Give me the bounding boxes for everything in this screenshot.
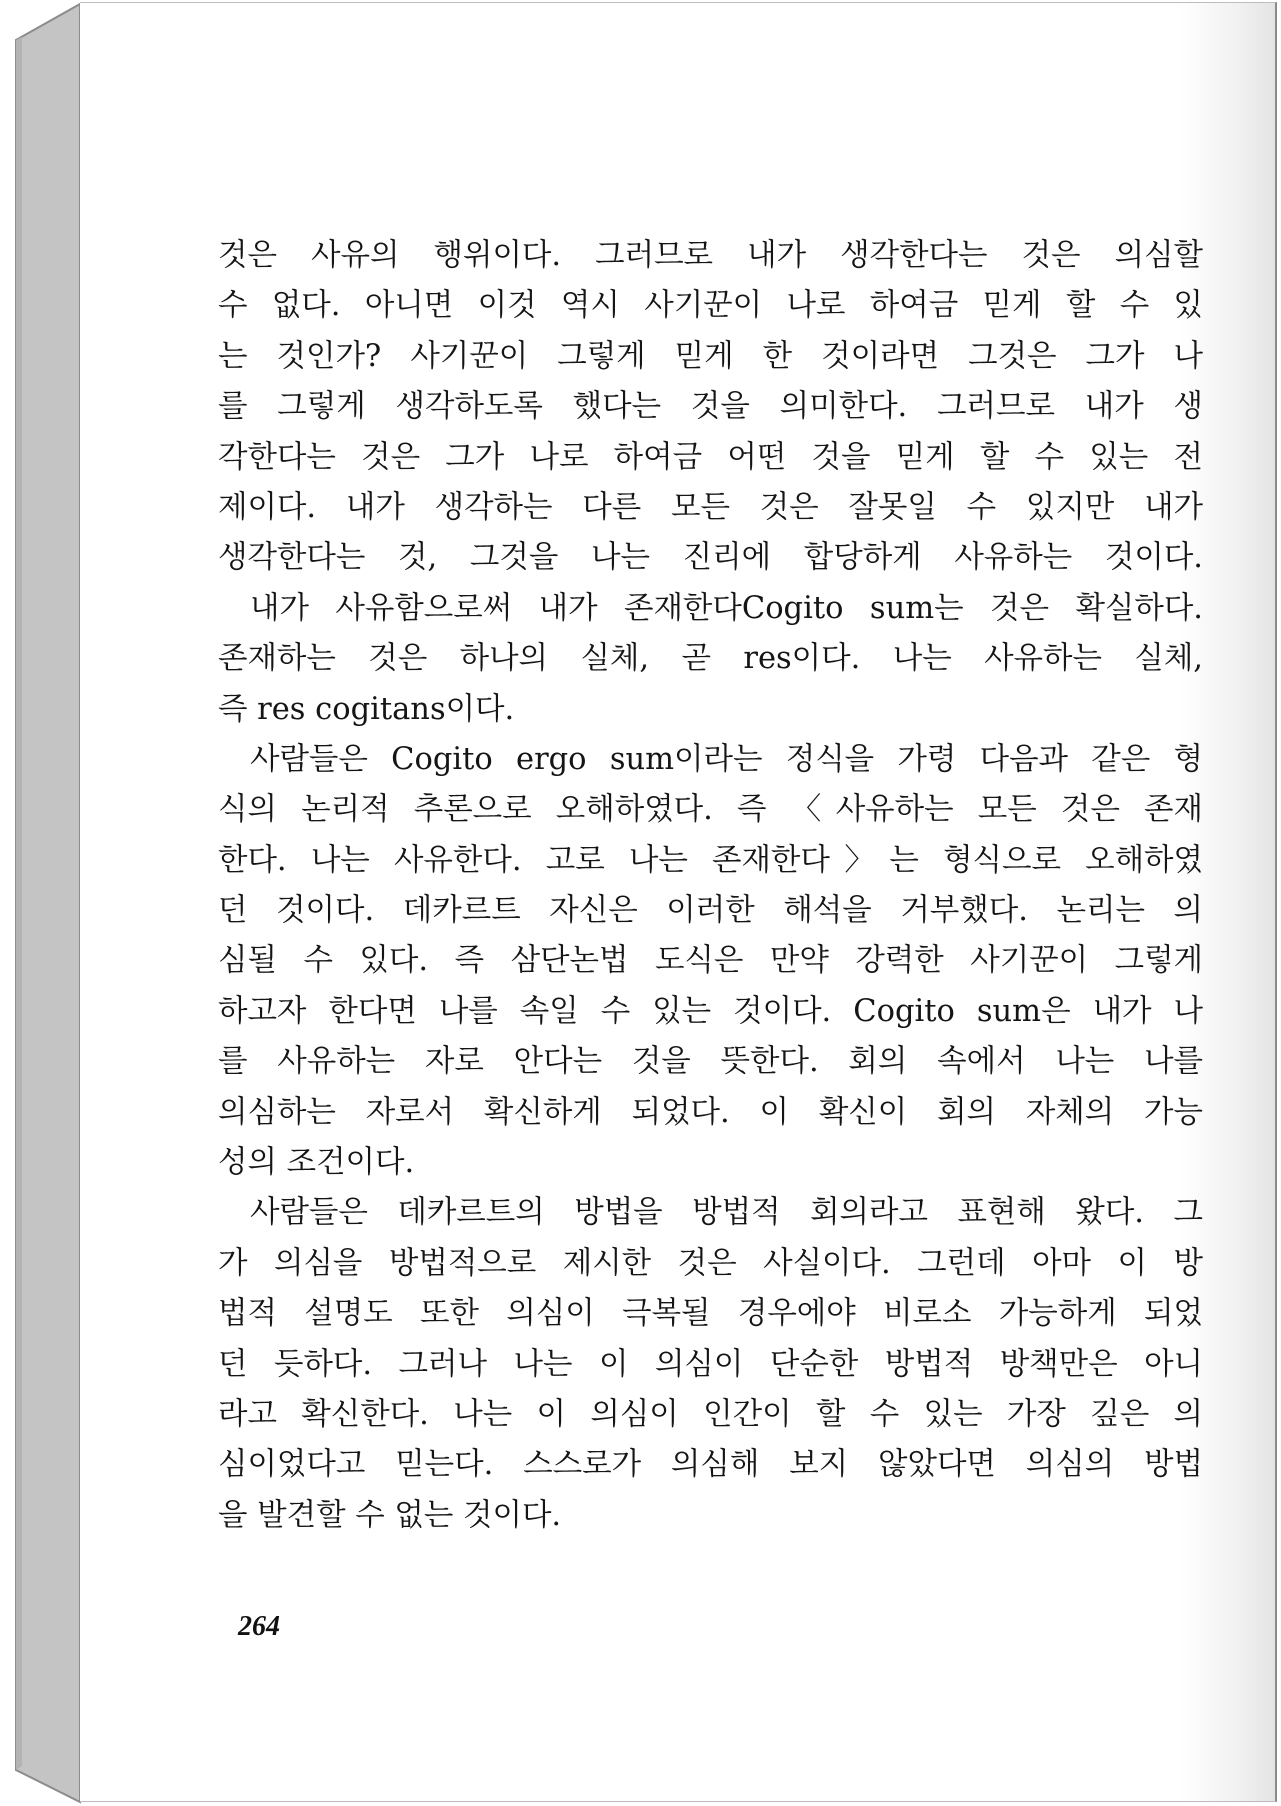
text-line: 던 것이다. 데카르트 자신은 이러한 해석을 거부했다. 논리는 의	[218, 893, 1203, 929]
text-line: 을 발견할 수 없는 것이다.	[218, 1497, 562, 1533]
text-line: 한다. 나는 사유한다. 고로 나는 존재한다〉는 형식으로 오해하였	[218, 842, 1203, 878]
book-spine	[0, 0, 90, 1806]
text-line: 심이었다고 믿는다. 스스로가 의심해 보지 않았다면 의심의 방법	[218, 1447, 1203, 1483]
body-text	[218, 231, 1203, 1541]
text-line: 존재하는 것은 하나의 실체, 곧 res이다. 나는 사유하는 실체,	[218, 641, 1203, 677]
text-line: 식의 논리적 추론으로 오해하였다. 즉 〈사유하는 모든 것은 존재	[218, 792, 1203, 828]
text-line: 가 의심을 방법적으로 제시한 것은 사실이다. 그런데 아마 이 방	[218, 1245, 1203, 1281]
text-line: 는 것인가? 사기꾼이 그렇게 믿게 한 것이라면 그것은 그가 나	[218, 338, 1203, 374]
text-line: 던 듯하다. 그러나 나는 이 의심이 단순한 방법적 방책만은 아니	[218, 1346, 1203, 1382]
text-line: 제이다. 내가 생각하는 다른 모든 것은 잘못일 수 있지만 내가	[218, 489, 1203, 525]
text-line: 하고자 한다면 나를 속일 수 있는 것이다. Cogito sum은 내가 나	[218, 993, 1203, 1029]
text-line: 즉 res cogitans이다.	[218, 691, 515, 727]
text-line: 의심하는 자로서 확신하게 되었다. 이 확신이 회의 자체의 가능	[218, 1094, 1203, 1130]
page-sheet	[80, 2, 1277, 1802]
text-line: 사람들은 Cogito ergo sum이라는 정식을 가령 다음과 같은 형	[250, 741, 1203, 777]
text-line: 수 없다. 아니면 이것 역시 사기꾼이 나로 하여금 믿게 할 수 있	[218, 288, 1203, 324]
text-line: 를 사유하는 자로 안다는 것을 뜻한다. 회의 속에서 나는 나를	[218, 1044, 1203, 1080]
text-line: 각한다는 것은 그가 나로 하여금 어떤 것을 믿게 할 수 있는 전	[218, 439, 1203, 475]
text-line: 성의 조건이다.	[218, 1145, 415, 1181]
text-line: 것은 사유의 행위이다. 그러므로 내가 생각한다는 것은 의심할	[218, 238, 1203, 273]
page-number: 264	[238, 1611, 280, 1642]
text-line: 내가 사유함으로써 내가 존재한다Cogito sum는 것은 확실하다.	[250, 590, 1203, 626]
text-line: 사람들은 데카르트의 방법을 방법적 회의라고 표현해 왔다. 그	[250, 1195, 1203, 1231]
text-line: 생각한다는 것, 그것을 나는 진리에 합당하게 사유하는 것이다.	[218, 540, 1203, 576]
text-line: 를 그렇게 생각하도록 했다는 것을 의미한다. 그러므로 내가 생	[218, 389, 1203, 425]
text-line: 라고 확신한다. 나는 이 의심이 인간이 할 수 있는 가장 깊은 의	[218, 1396, 1203, 1432]
text-line: 심될 수 있다. 즉 삼단논법 도식은 만약 강력한 사기꾼이 그렇게	[218, 943, 1203, 979]
text-line: 법적 설명도 또한 의심이 극복될 경우에야 비로소 가능하게 되었	[218, 1296, 1203, 1332]
